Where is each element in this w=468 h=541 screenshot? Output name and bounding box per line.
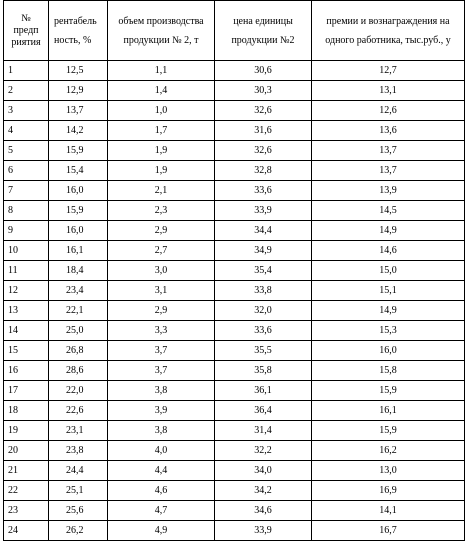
header-num-line-3: риятия [11,36,41,48]
cell-unit-price: 32,8 [215,161,312,181]
table-row [4,341,465,361]
cell-unit-price: 33,9 [215,201,312,221]
cell-unit-price: 32,0 [215,301,312,321]
cell-unit-price: 35,4 [215,261,312,281]
cell-profitability: 15,4 [49,161,108,181]
table-row [4,81,465,101]
cell-unit-price: 31,6 [215,121,312,141]
table-row [4,121,465,141]
cell-production-volume: 2,3 [108,201,215,221]
table-row [4,281,465,301]
cell-profitability: 25,0 [49,321,108,341]
cell-enterprise-number: 17 [4,381,49,401]
cell-profitability: 12,5 [49,61,108,81]
cell-unit-price: 34,4 [215,221,312,241]
header-volume-line-2: продукции № 2, т [123,34,199,46]
cell-profitability: 23,8 [49,441,108,461]
cell-profitability: 22,0 [49,381,108,401]
table-row [4,321,465,341]
cell-bonus: 12,7 [312,61,465,81]
cell-enterprise-number: 15 [4,341,49,361]
header-price-line-2: продукции №2 [231,34,295,46]
header-profitability-line-2: ность, % [54,34,92,46]
header-bonus-line-1: премии и вознаграждения на [326,15,450,27]
cell-production-volume: 1,7 [108,121,215,141]
cell-bonus: 14,9 [312,301,465,321]
data-table-container [3,0,464,541]
header-row [4,1,465,61]
cell-unit-price: 33,6 [215,181,312,201]
table-row [4,521,465,541]
table-row [4,141,465,161]
cell-production-volume: 1,9 [108,161,215,181]
cell-production-volume: 2,7 [108,241,215,261]
cell-production-volume: 2,9 [108,301,215,321]
cell-production-volume: 3,3 [108,321,215,341]
cell-enterprise-number: 19 [4,421,49,441]
cell-bonus: 13,7 [312,161,465,181]
cell-enterprise-number: 11 [4,261,49,281]
cell-production-volume: 4,6 [108,481,215,501]
table-row [4,461,465,481]
cell-profitability: 15,9 [49,141,108,161]
cell-profitability: 26,8 [49,341,108,361]
table-row [4,61,465,81]
cell-profitability: 16,0 [49,221,108,241]
header-price-line-1: цена единицы [233,15,293,27]
cell-enterprise-number: 1 [4,61,49,81]
cell-unit-price: 33,6 [215,321,312,341]
cell-bonus: 13,6 [312,121,465,141]
cell-production-volume: 3,0 [108,261,215,281]
cell-bonus: 13,0 [312,461,465,481]
cell-enterprise-number: 3 [4,101,49,121]
cell-production-volume: 3,7 [108,341,215,361]
cell-bonus: 15,3 [312,321,465,341]
cell-production-volume: 3,7 [108,361,215,381]
header-num-line-2: предп [13,24,39,36]
header-unit-price [215,1,312,61]
table-row [4,381,465,401]
cell-profitability: 25,1 [49,481,108,501]
cell-unit-price: 34,9 [215,241,312,261]
cell-enterprise-number: 10 [4,241,49,261]
cell-bonus: 16,2 [312,441,465,461]
cell-profitability: 13,7 [49,101,108,121]
cell-bonus: 14,9 [312,221,465,241]
cell-bonus: 13,1 [312,81,465,101]
cell-production-volume: 4,0 [108,441,215,461]
cell-bonus: 15,8 [312,361,465,381]
table-row [4,201,465,221]
cell-enterprise-number: 20 [4,441,49,461]
cell-enterprise-number: 22 [4,481,49,501]
cell-enterprise-number: 6 [4,161,49,181]
cell-enterprise-number: 5 [4,141,49,161]
cell-enterprise-number: 14 [4,321,49,341]
table-row [4,261,465,281]
cell-enterprise-number: 9 [4,221,49,241]
cell-production-volume: 3,8 [108,421,215,441]
cell-production-volume: 1,0 [108,101,215,121]
header-num-line-1: № [21,12,31,24]
cell-bonus: 15,1 [312,281,465,301]
cell-enterprise-number: 23 [4,501,49,521]
cell-profitability: 25,6 [49,501,108,521]
header-profitability [49,1,108,61]
cell-bonus: 15,0 [312,261,465,281]
header-bonuses-per-worker [312,1,465,61]
table-row [4,221,465,241]
cell-enterprise-number: 12 [4,281,49,301]
header-bonus-line-2: одного работника, тыс.руб., у [325,34,451,46]
cell-profitability: 26,2 [49,521,108,541]
table-row [4,421,465,441]
cell-bonus: 14,1 [312,501,465,521]
cell-production-volume: 4,9 [108,521,215,541]
table-row [4,501,465,521]
cell-enterprise-number: 8 [4,201,49,221]
cell-enterprise-number: 2 [4,81,49,101]
table-row [4,481,465,501]
table-row [4,241,465,261]
table-body [4,61,465,541]
table-row [4,361,465,381]
cell-bonus: 14,5 [312,201,465,221]
cell-enterprise-number: 16 [4,361,49,381]
cell-unit-price: 32,6 [215,101,312,121]
cell-bonus: 16,1 [312,401,465,421]
cell-bonus: 12,6 [312,101,465,121]
cell-unit-price: 34,0 [215,461,312,481]
header-production-volume [108,1,215,61]
cell-unit-price: 35,5 [215,341,312,361]
cell-bonus: 16,7 [312,521,465,541]
cell-unit-price: 33,9 [215,521,312,541]
cell-unit-price: 36,4 [215,401,312,421]
cell-profitability: 14,2 [49,121,108,141]
cell-profitability: 23,1 [49,421,108,441]
cell-bonus: 16,9 [312,481,465,501]
cell-production-volume: 3,1 [108,281,215,301]
cell-enterprise-number: 13 [4,301,49,321]
table-row [4,101,465,121]
table-row [4,401,465,421]
cell-bonus: 13,9 [312,181,465,201]
cell-production-volume: 1,1 [108,61,215,81]
cell-profitability: 22,6 [49,401,108,421]
cell-bonus: 16,0 [312,341,465,361]
cell-enterprise-number: 4 [4,121,49,141]
cell-enterprise-number: 21 [4,461,49,481]
cell-enterprise-number: 7 [4,181,49,201]
cell-production-volume: 2,9 [108,221,215,241]
cell-production-volume: 4,7 [108,501,215,521]
cell-enterprise-number: 24 [4,521,49,541]
table-row [4,441,465,461]
header-profitability-line-1: рентабель [54,15,97,27]
cell-unit-price: 31,4 [215,421,312,441]
cell-unit-price: 32,2 [215,441,312,461]
enterprise-data-table [3,0,465,541]
cell-unit-price: 34,6 [215,501,312,521]
cell-unit-price: 35,8 [215,361,312,381]
cell-production-volume: 1,9 [108,141,215,161]
cell-profitability: 28,6 [49,361,108,381]
header-volume-line-1: объем производства [118,15,204,27]
cell-profitability: 16,0 [49,181,108,201]
cell-bonus: 14,6 [312,241,465,261]
table-row [4,161,465,181]
cell-profitability: 16,1 [49,241,108,261]
cell-production-volume: 3,9 [108,401,215,421]
cell-production-volume: 2,1 [108,181,215,201]
cell-profitability: 24,4 [49,461,108,481]
cell-production-volume: 1,4 [108,81,215,101]
table-row [4,181,465,201]
cell-unit-price: 30,6 [215,61,312,81]
cell-profitability: 15,9 [49,201,108,221]
cell-bonus: 13,7 [312,141,465,161]
table-row [4,301,465,321]
header-enterprise-number [4,1,49,61]
cell-unit-price: 30,3 [215,81,312,101]
cell-profitability: 22,1 [49,301,108,321]
cell-unit-price: 33,8 [215,281,312,301]
cell-unit-price: 32,6 [215,141,312,161]
cell-unit-price: 36,1 [215,381,312,401]
cell-profitability: 23,4 [49,281,108,301]
cell-bonus: 15,9 [312,381,465,401]
cell-production-volume: 3,8 [108,381,215,401]
cell-bonus: 15,9 [312,421,465,441]
cell-profitability: 18,4 [49,261,108,281]
cell-profitability: 12,9 [49,81,108,101]
cell-production-volume: 4,4 [108,461,215,481]
cell-unit-price: 34,2 [215,481,312,501]
cell-enterprise-number: 18 [4,401,49,421]
